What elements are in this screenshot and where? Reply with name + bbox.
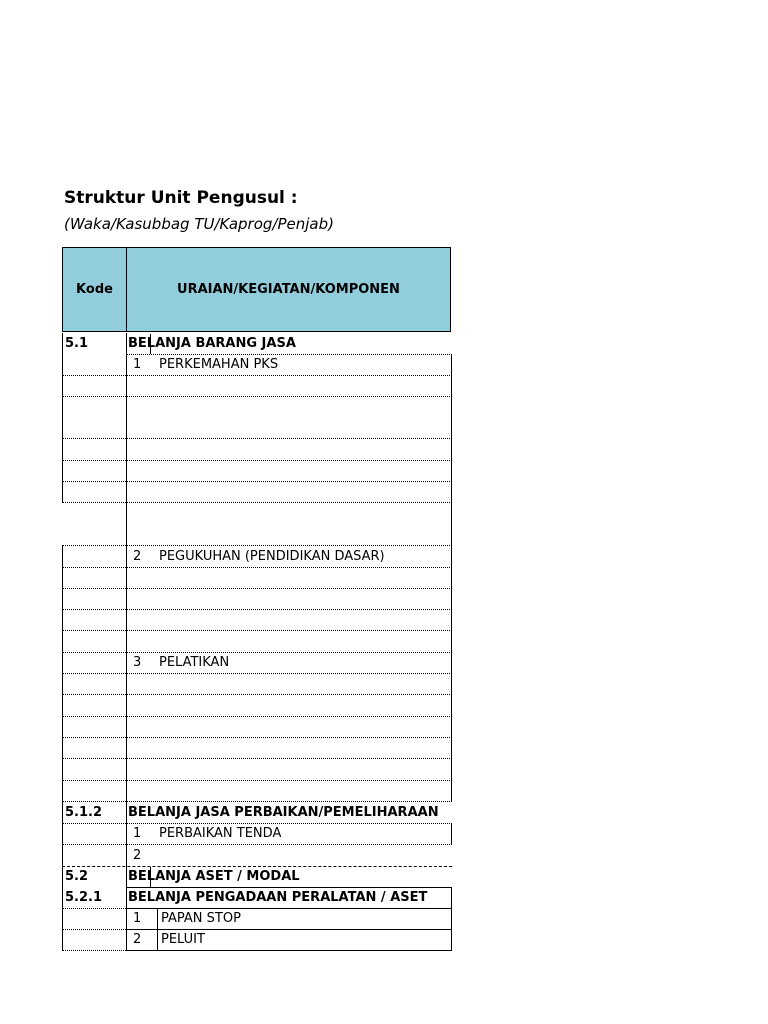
grid-line (62, 908, 126, 909)
grid-line (62, 333, 63, 502)
section-label: BELANJA ASET / MODAL (128, 869, 300, 884)
grid-line (62, 375, 452, 376)
grid-line (62, 396, 452, 397)
section-label: BELANJA BARANG JASA (128, 336, 296, 351)
grid-line (126, 333, 127, 951)
header-kode: Kode (76, 282, 113, 297)
grid-line (62, 929, 126, 930)
grid-line (126, 908, 452, 909)
grid-line (62, 823, 452, 824)
grid-line (62, 545, 63, 951)
table-row (62, 354, 452, 375)
grid-line (150, 334, 151, 354)
item-number: 2 (133, 847, 142, 863)
item-label: PERKEMAHAN PKS (159, 357, 279, 372)
grid-line (62, 844, 452, 845)
section-label: BELANJA JASA PERBAIKAN/PEMELIHARAAN (128, 805, 439, 820)
grid-line (62, 652, 452, 653)
table-row (62, 823, 452, 844)
section-row-5-1-2 (62, 802, 452, 823)
table-row (62, 545, 452, 567)
table-row (62, 929, 452, 950)
table-row (62, 844, 452, 866)
item-label: PEGUKUHAN (PENDIDIKAN DASAR) (159, 548, 385, 564)
item-number: 2 (133, 548, 142, 564)
item-label: PERBAIKAN TENDA (159, 826, 282, 841)
item-label (158, 844, 452, 866)
grid-line (451, 823, 452, 844)
section-row-5-1 (62, 333, 452, 354)
section-code: 5.2.1 (65, 890, 103, 905)
item-label: PELATIKAN (159, 655, 230, 670)
header-uraian: URAIAN/KEGIATAN/KOMPONEN (177, 282, 400, 297)
grid-line (62, 609, 452, 610)
grid-line (62, 673, 452, 674)
grid-line (62, 716, 452, 717)
grid-line (62, 737, 452, 738)
grid-line (62, 481, 452, 482)
section-code: 5.1 (65, 336, 89, 351)
section-code: 5.1.2 (65, 805, 103, 820)
section-row-5-2 (62, 866, 452, 887)
table-row (62, 908, 452, 929)
page-title: Struktur Unit Pengusul : (64, 188, 298, 208)
section-row-5-2-1 (62, 887, 452, 908)
grid-line (62, 567, 452, 568)
grid-line (62, 588, 452, 589)
grid-line (62, 758, 452, 759)
grid-line (62, 502, 452, 503)
grid-line (126, 354, 452, 355)
section-code: 5.2 (65, 869, 89, 884)
item-number: 1 (133, 911, 142, 926)
grid-line (126, 929, 452, 930)
grid-line (126, 887, 452, 888)
grid-line (451, 887, 452, 951)
grid-line (62, 545, 452, 546)
item-number: 2 (133, 932, 142, 947)
section-label: BELANJA PENGADAAN PERALATAN / ASET (128, 890, 428, 905)
grid-line (62, 694, 452, 695)
grid-line (451, 354, 452, 802)
grid-line (62, 780, 452, 781)
item-number: 1 (133, 826, 142, 841)
table-row (62, 652, 452, 673)
item-label: PELUIT (161, 932, 205, 947)
item-number: 1 (133, 357, 142, 372)
page-subtitle: (Waka/Kasubbag TU/Kaprog/Penjab) (64, 215, 334, 233)
grid-line (62, 866, 452, 867)
grid-line (150, 867, 151, 887)
item-label: PAPAN STOP (161, 911, 241, 926)
grid-line (62, 801, 452, 802)
grid-line (126, 950, 452, 951)
item-number: 3 (133, 655, 142, 670)
grid-line (62, 438, 452, 439)
grid-line (62, 950, 126, 951)
grid-line (62, 630, 452, 631)
grid-line (62, 460, 452, 461)
